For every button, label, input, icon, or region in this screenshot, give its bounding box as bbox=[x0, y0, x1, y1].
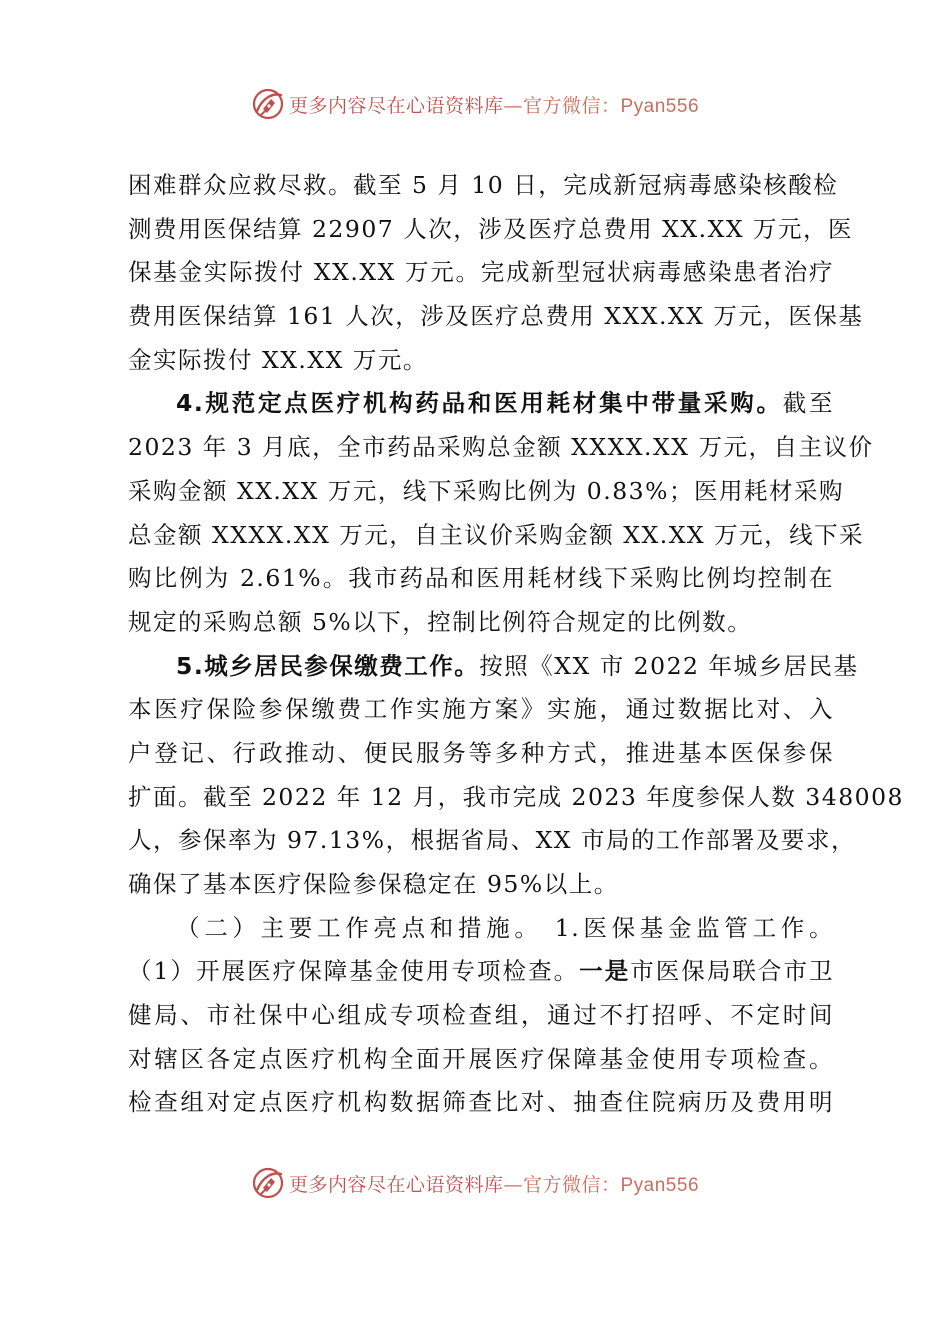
paragraph-line: 采购金额 XX.XX 万元，线下采购比例为 0.83%；医用耗材采购 bbox=[128, 476, 844, 505]
paragraph-line bbox=[128, 950, 834, 994]
paragraph-line: 测费用医保结算 22907 人次，涉及医疗总费用 XX.XX 万元，医 bbox=[128, 214, 854, 243]
banner-wechat-id: Pyan556 bbox=[620, 1174, 700, 1196]
paragraph-text: 按照《XX 市 2022 年城乡居民基 bbox=[479, 651, 859, 680]
paragraph-line: 规定的采购总额 5%以下，控制比例符合规定的比例数。 bbox=[128, 607, 753, 636]
banner-wechat-label: —官方微信： bbox=[503, 94, 621, 117]
paragraph-line: 户登记、行政推动、便民服务等多种方式，推进基本医保参保 bbox=[128, 738, 834, 767]
paragraph-text: 市医保局联合市卫 bbox=[630, 957, 835, 986]
section-4-heading: 4.规范定点医疗机构药品和医用耗材集中带量采购。 bbox=[176, 389, 783, 418]
banner-wechat-label: —官方微信： bbox=[503, 1173, 621, 1196]
section-5-heading: 5.城乡居民参保缴费工作。 bbox=[176, 651, 480, 680]
paragraph-line: 困难群众应救尽救。截至 5 月 10 日，完成新冠病毒感染核酸检 bbox=[128, 171, 839, 199]
banner-title: 更多内容尽在心语资料库 bbox=[288, 94, 504, 117]
pen-nib-logo-icon bbox=[251, 87, 285, 121]
header-banner bbox=[0, 84, 950, 124]
paragraph-line: 人，参保率为 97.13%，根据省局、XX 市局的工作部署及要求， bbox=[128, 826, 857, 855]
paragraph-line: 对辖区各定点医疗机构全面开展医疗保障基金使用专项检查。 bbox=[128, 1044, 834, 1073]
paragraph-line: 本医疗保险参保缴费工作实施方案》实施，通过数据比对、入 bbox=[128, 695, 834, 724]
section-5-heading-line bbox=[128, 645, 859, 689]
paragraph-text: （1）开展医疗保障基金使用专项检查。 bbox=[128, 957, 580, 986]
banner-title: 更多内容尽在心语资料库 bbox=[288, 1173, 504, 1196]
banner-wechat-id: Pyan556 bbox=[620, 95, 700, 117]
paragraph-line: 2023 年 3 月底，全市药品采购总金额 XXXX.XX 万元，自主议价 bbox=[128, 433, 874, 462]
paragraph-line: 检查组对定点医疗机构数据筛查比对、抽查住院病历及费用明 bbox=[128, 1088, 834, 1117]
paragraph-line: 金实际拨付 XX.XX 万元。 bbox=[128, 345, 428, 374]
paragraph-line: 购比例为 2.61%。我市药品和医用耗材线下采购比例均控制在 bbox=[128, 564, 834, 593]
paragraph-line: 健局、市社保中心组成专项检查组，通过不打招呼、不定时间 bbox=[128, 1001, 834, 1030]
paragraph-line: 确保了基本医疗保险参保稳定在 95%以上。 bbox=[128, 870, 619, 898]
section-4-heading-line bbox=[128, 382, 834, 426]
pen-nib-logo-icon bbox=[251, 1166, 285, 1200]
paragraph-line: 费用医保结算 161 人次，涉及医疗总费用 XXX.XX 万元，医保基 bbox=[128, 302, 864, 331]
emphasis-text: 一是 bbox=[579, 957, 631, 986]
footer-banner-text bbox=[289, 1170, 699, 1197]
header-banner-text bbox=[289, 91, 699, 118]
paragraph-line: 扩面。截至 2022 年 12 月，我市完成 2023 年度参保人数 348008 bbox=[128, 782, 905, 811]
paragraph-line: 保基金实际拨付 XX.XX 万元。完成新型冠状病毒感染患者治疗 bbox=[128, 258, 834, 287]
paragraph-line: 总金额 XXXX.XX 万元，自主议价采购金额 XX.XX 万元，线下采 bbox=[128, 520, 865, 549]
section-2-heading-line: （二）主要工作亮点和措施。 1.医保基金监管工作。 bbox=[176, 913, 834, 942]
document-body bbox=[128, 164, 905, 1125]
paragraph-text: 截至 bbox=[782, 389, 835, 418]
footer-banner bbox=[0, 1163, 950, 1203]
